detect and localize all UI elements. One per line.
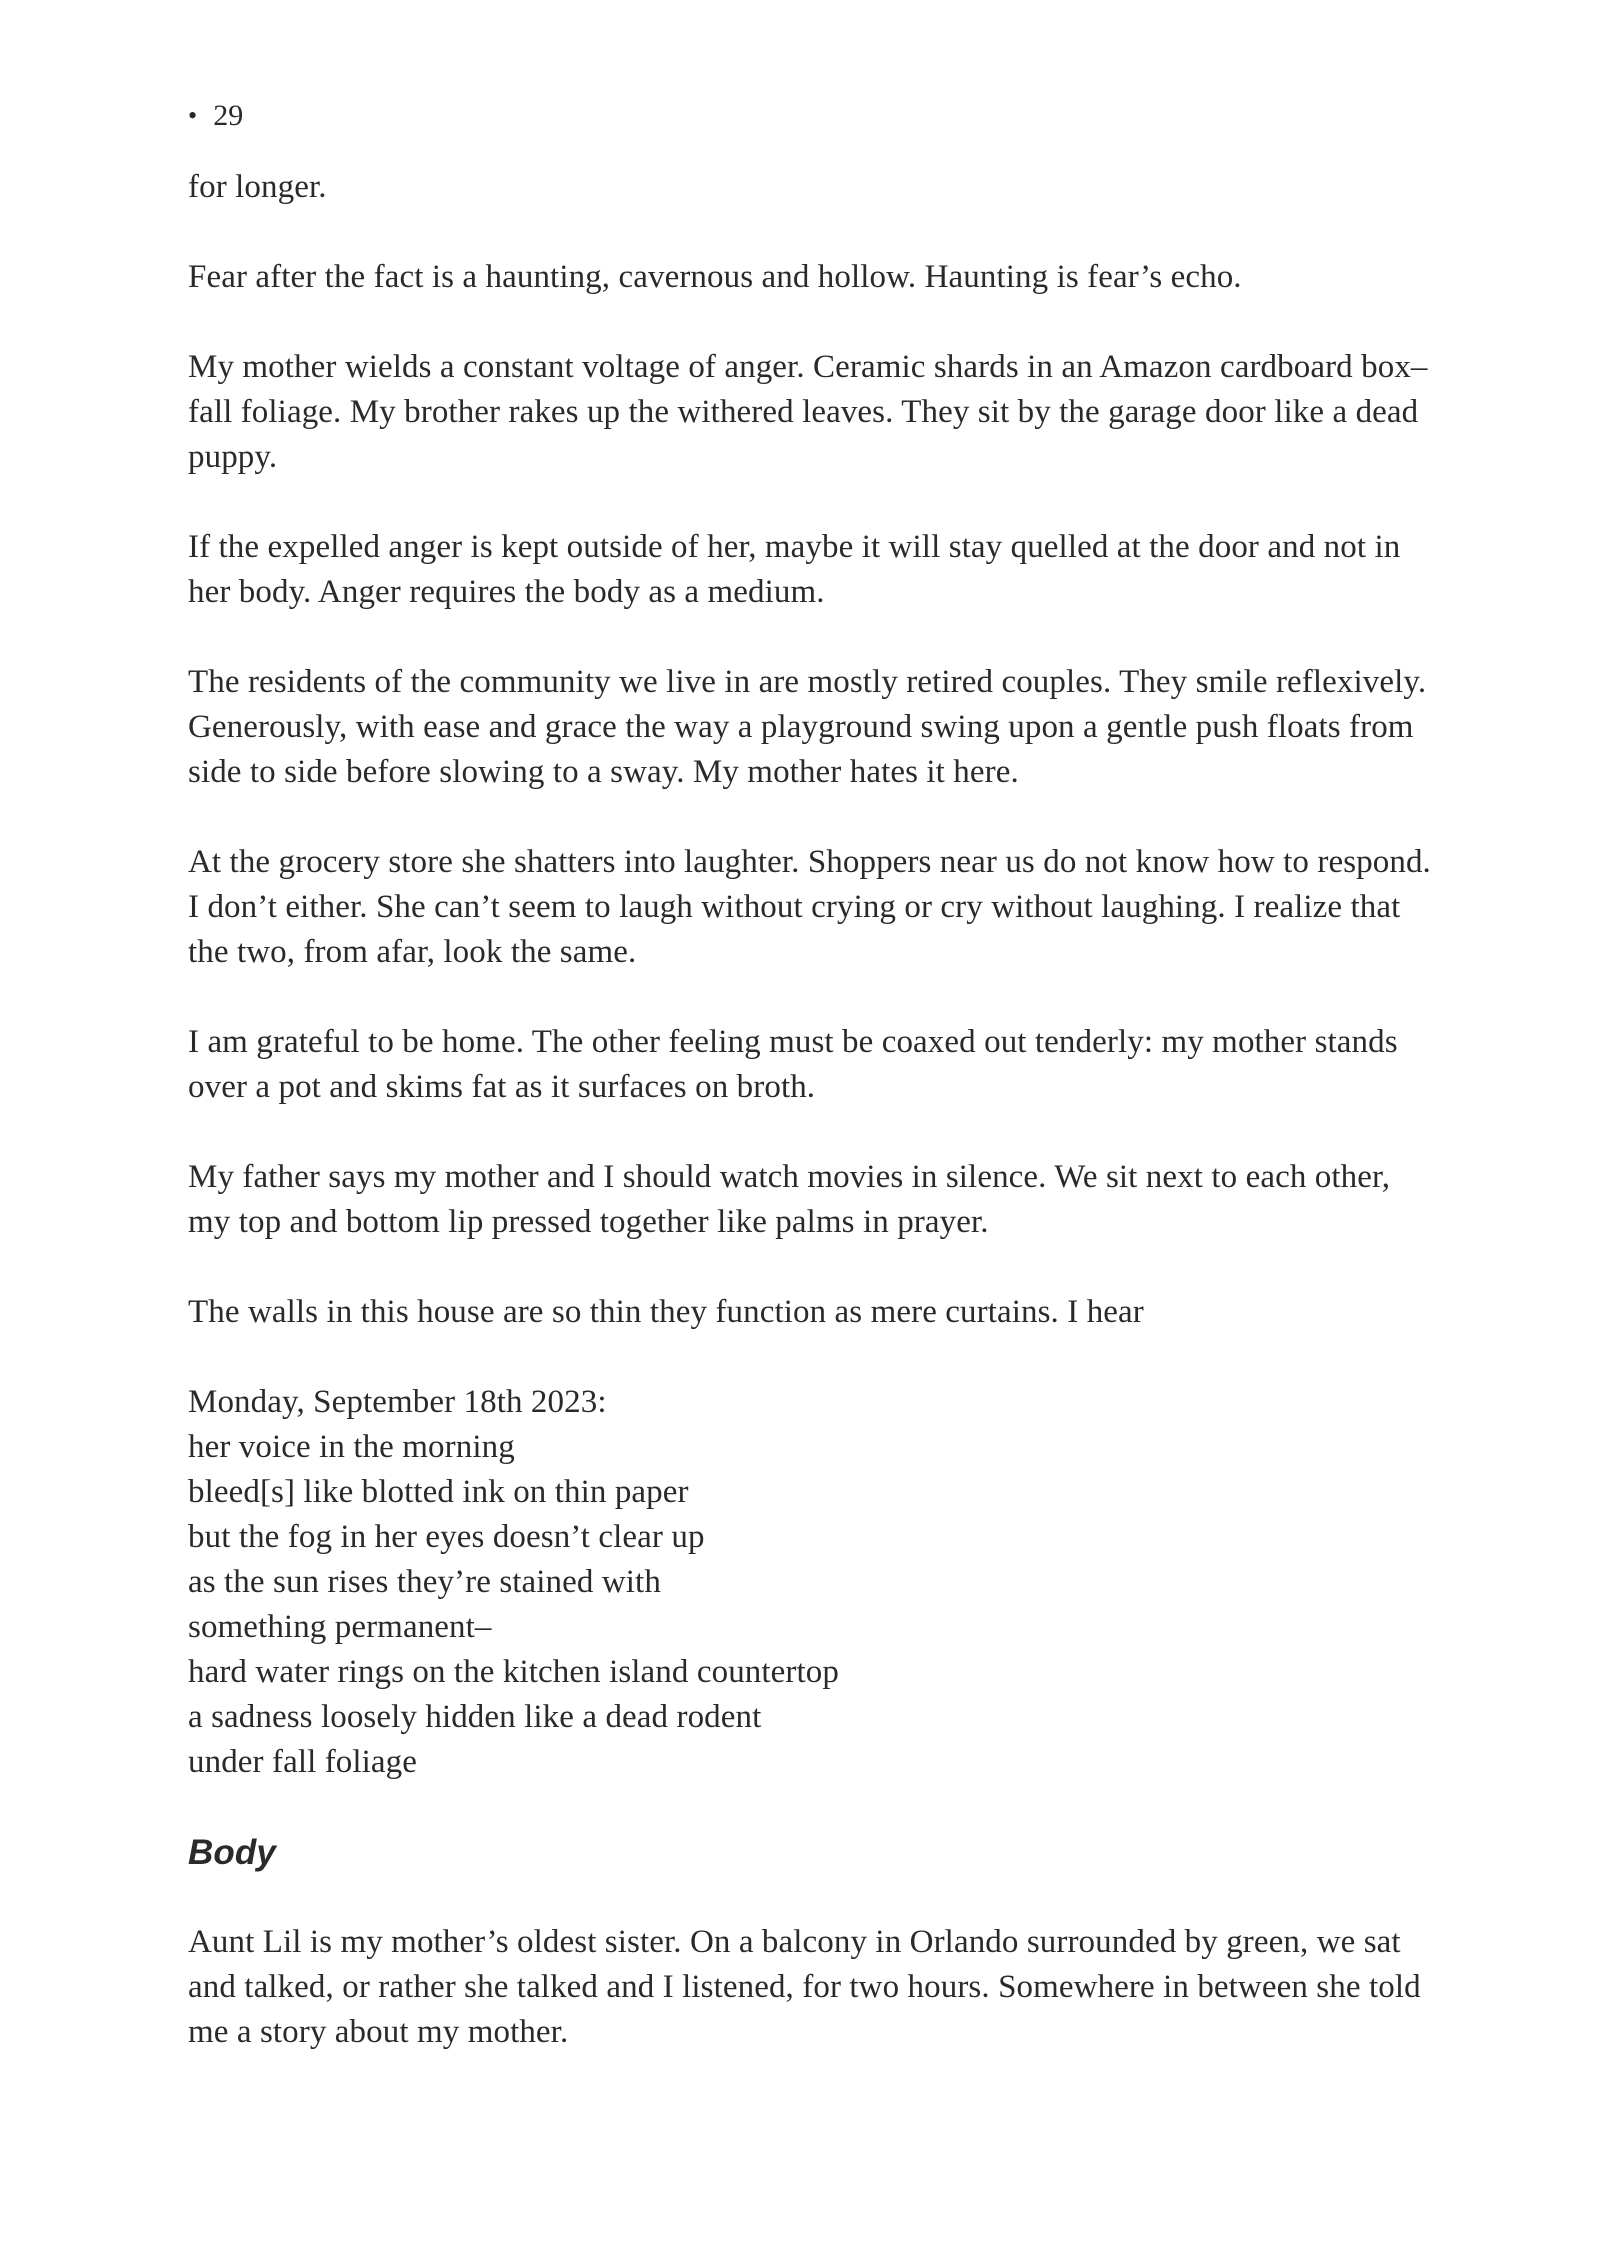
- poem-line: bleed[s] like blotted ink on thin paper: [188, 1474, 689, 1510]
- poem-line: her voice in the morning: [188, 1429, 515, 1465]
- paragraph: for longer.: [188, 169, 327, 205]
- paragraph: At the grocery store she shatters into laughter. Shoppers near us do not know how to respond. I don’t either. She can’t seem to laugh without crying or cry without laughing. I realize that the two, from afar, look the same.: [188, 844, 1431, 970]
- header-bullet: •: [188, 101, 198, 130]
- paragraph: I am grateful to be home. The other feeling must be coaxed out tenderly: my mother stands over a pot and skims fat as it surfaces on broth.: [188, 1024, 1398, 1105]
- page-header: [188, 96, 1438, 136]
- paragraph: My father says my mother and I should watch movies in silence. We sit next to each other, my top and bottom lip pressed together like palms in prayer.: [188, 1159, 1391, 1240]
- poem-line: hard water rings on the kitchen island countertop: [188, 1654, 839, 1690]
- paragraph: Fear after the fact is a haunting, cavernous and hollow. Haunting is fear’s echo.: [188, 259, 1242, 295]
- paragraph: If the expelled anger is kept outside of her, maybe it will stay quelled at the door and not in her body. Anger requires the body as a medium.: [188, 529, 1401, 610]
- poem-block: [188, 1380, 1438, 1785]
- paragraph: The walls in this house are so thin they function as mere curtains. I hear: [188, 1294, 1144, 1330]
- poem-line: but the fog in her eyes doesn’t clear up: [188, 1519, 705, 1555]
- paragraph: My mother wields a constant voltage of anger. Ceramic shards in an Amazon cardboard box–fall foliage. My brother rakes up the withered leaves. They sit by the garage door like a dead puppy.: [188, 349, 1428, 475]
- paragraph: The residents of the community we live in are mostly retired couples. They smile reflexively. Generously, with ease and grace the way a playground swing upon a gentle push floats from side to side before slowing to a sway. My mother hates it here.: [188, 664, 1427, 790]
- poem-line: under fall foliage: [188, 1744, 418, 1780]
- poem-line: something permanent–: [188, 1609, 492, 1645]
- paragraph: Aunt Lil is my mother’s oldest sister. On a balcony in Orlando surrounded by green, we sat and talked, or rather she talked and I listened, for two hours. Somewhere in between she told me a story about my mother.: [188, 1924, 1421, 2050]
- document-page: [188, 96, 1438, 2100]
- poem-line: Monday, September 18th 2023:: [188, 1384, 607, 1420]
- poem-line: a sadness loosely hidden like a dead rodent: [188, 1699, 762, 1735]
- page-number: 29: [213, 99, 244, 132]
- section-heading: Body: [188, 1833, 276, 1872]
- poem-line: as the sun rises they’re stained with: [188, 1564, 661, 1600]
